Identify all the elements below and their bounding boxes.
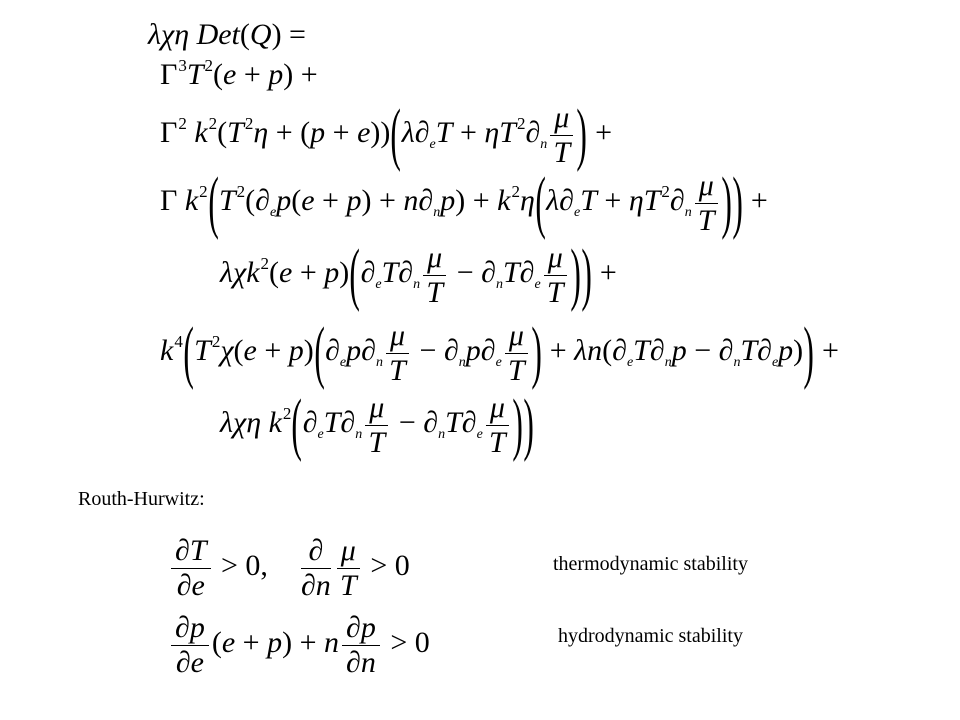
hydro-criterion: $\frac{\partial p}{\partial e}$ (e + p) + n $\frac{\partial p}{\partial n}$ > 0 (168, 612, 430, 678)
thermo-criterion: $\frac{\partial T}{\partial e}$ > 0, $\frac{\partial}{\partial n}$ $\frac{\mu}{T}$ > 0 (168, 535, 410, 601)
thermo-label: thermodynamic stability (553, 553, 748, 575)
equation-line-3: $\Gamma^2$ $k^2(T^2\eta + (p + e))(\lambda\partial_eT + \eta T^2\partial_n$ $\frac{\mu}{T}$ ) + (160, 96, 613, 173)
equation-line-1: λχη Det(Q) = (148, 18, 306, 51)
equation-line-7: λχη $k^2(\partial_eT\partial_n$ $\frac{\mu}{T}$ − $\partial_nT\partial_e$ $\frac{\mu}{T}$ )) (220, 386, 535, 463)
equation-line-5: $\lambda\chi k^2(e + p)(\partial_eT\partial_n$ $\frac{\mu}{T}$ − $\partial_nT\partial_e$ $\frac{\mu}{T}$ )) + (220, 236, 617, 313)
hydro-label: hydrodynamic stability (558, 625, 743, 647)
equation-line-6: $k^4(T^2\chi(e + p)(\partial_ep\partial_n$ $\frac{\mu}{T}$ − $\partial_np\partial_e$ $\frac{\mu}{T}$ ) + $\lambda n(\partial_eT\partial_np - \partial_nT\partial_ep)$) + (160, 314, 839, 391)
equation-line-2: $\Gamma^3T^2(e + p)$ + (160, 56, 318, 91)
criteria-title: Routh-Hurwitz: (78, 488, 205, 510)
equation-line-4: Γ $k^2(T^2(\partial_ep(e + p) + n\partial_np) + k^2\eta(\lambda\partial_eT + \eta T^2\partial_n$ $\frac{\mu}{T}$ )) + (160, 164, 768, 241)
